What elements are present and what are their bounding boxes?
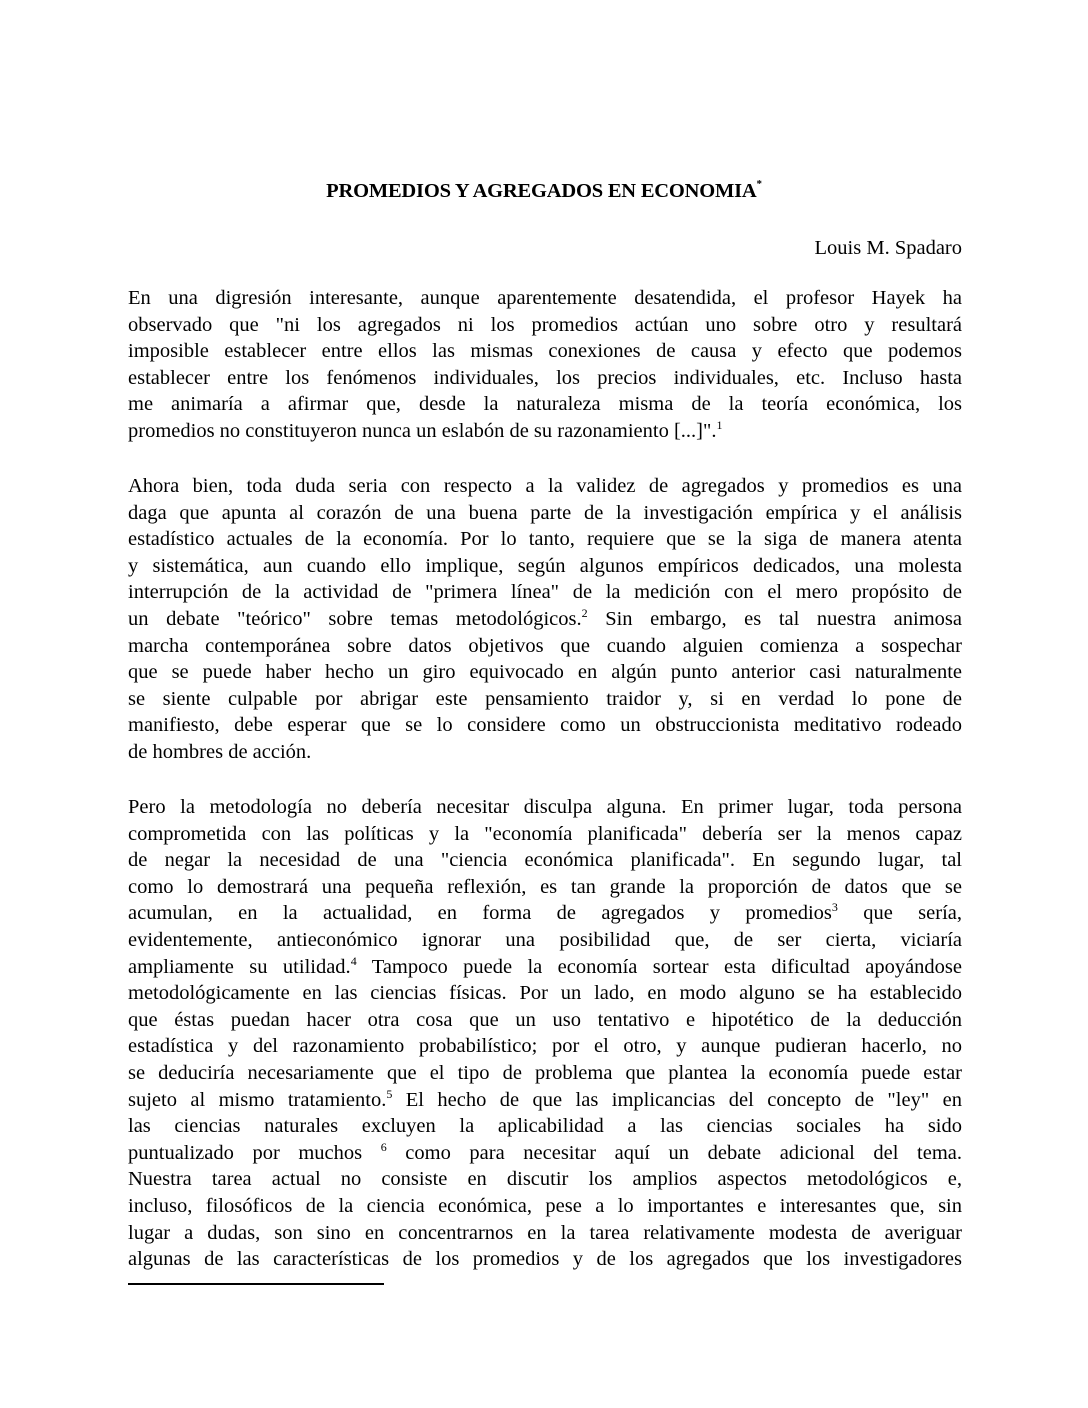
- title-text: PROMEDIOS Y AGREGADOS EN ECONOMIA: [326, 180, 757, 202]
- line-text: se deduciría necesariamente que el tipo de problema que plantea la economía puede estar: [128, 1061, 962, 1084]
- footnote-reference[interactable]: 5: [386, 1086, 393, 1101]
- text-line: [128, 526, 962, 553]
- line-text: estadística y del razonamiento probabilístico; por el otro, y aunque pudieran hacerlo, no: [128, 1035, 962, 1058]
- text-line: [128, 1060, 962, 1087]
- text-line: [128, 1246, 962, 1273]
- line-text-continued: que sería,: [837, 902, 963, 925]
- line-text: Pero la metodología no debería necesitar disculpa alguna. En primer lugar, toda persona: [128, 796, 962, 818]
- text-line: [128, 927, 962, 954]
- line-text: se siente culpable por abrigar este pensamiento traidor y, si en verdad lo pone de: [128, 687, 962, 710]
- line-text: y sistemática, aun cuando ello implique, según algunos empíricos dedicados, una molesta: [128, 554, 962, 577]
- line-text: metodológicamente en las ciencias físicas. Por un lado, en modo alguno se ha establecido: [128, 982, 962, 1005]
- text-line: [128, 473, 962, 500]
- line-text: evidentemente, antieconómico ignorar una posibilidad que, de ser cierta, viciaría: [128, 928, 962, 951]
- line-text: puntualizado por muchos: [128, 1141, 381, 1164]
- paragraph-2: [128, 473, 962, 766]
- line-text: imposible establecer entre ellos las mismas conexiones de causa y efecto que podemos: [128, 340, 962, 363]
- line-text: promedios no constituyeron nunca un eslabón de su razonamiento [...]".: [128, 419, 717, 442]
- line-text: interrupción de la actividad de "primera línea" de la medición con el mero propósito de: [128, 581, 962, 604]
- text-line: [128, 712, 962, 739]
- text-line: [128, 980, 962, 1007]
- paragraph-3: [128, 794, 962, 1273]
- document-title: [0, 180, 1088, 203]
- line-text: ampliamente su utilidad.: [128, 955, 351, 978]
- line-text: observado que "ni los agregados ni los promedios actúan uno sobre otro y resultará: [128, 313, 962, 336]
- line-text: estadístico actuales de la economía. Por lo tanto, requiere que se la siga de manera atenta: [128, 528, 962, 551]
- footnote-reference[interactable]: 2: [581, 605, 588, 620]
- line-text: que éstas puedan hacer otra cosa que un uso tentativo e hipotético de la deducción: [128, 1008, 962, 1031]
- line-text: que se puede haber hecho un giro equivocado en algún punto anterior casi naturalmente: [128, 661, 962, 684]
- line-text: establecer entre los fenómenos individuales, los precios individuales, etc. Incluso hasta: [128, 366, 962, 389]
- text-line: [128, 739, 962, 766]
- line-text: como lo demostrará una pequeña reflexión, es tan grande la proporción de datos que se: [128, 875, 962, 898]
- text-line: [128, 391, 962, 418]
- text-line: [128, 794, 962, 821]
- text-line: [128, 606, 962, 633]
- line-text-continued: como para necesitar aquí un debate adicional del tema.: [386, 1141, 962, 1164]
- line-text-continued: El hecho de que las implicancias del concepto de "ley" en: [392, 1088, 962, 1111]
- text-line: [128, 553, 962, 580]
- text-line: [128, 285, 962, 312]
- footnote-reference[interactable]: 1: [716, 417, 723, 432]
- line-text: sujeto al mismo tratamiento.: [128, 1088, 387, 1111]
- text-line: [128, 821, 962, 848]
- line-text: manifiesto, debe esperar que se lo considere como un obstruccionista meditativo rodeado: [128, 714, 962, 737]
- footnote-separator: [128, 1283, 384, 1285]
- footnote-reference[interactable]: 3: [831, 900, 838, 915]
- title-footnote-mark: *: [756, 178, 762, 191]
- text-line: [128, 1113, 962, 1140]
- line-text: marcha contemporánea sobre datos objetivos que cuando alguien comienza a sospechar: [128, 634, 962, 657]
- text-line: [128, 500, 962, 527]
- text-line: [128, 579, 962, 606]
- line-text-continued: Tampoco puede la economía sortear esta dificultad apoyándose: [356, 955, 962, 978]
- line-text: me animaría a afirmar que, desde la naturaleza misma de la teoría económica, los: [128, 393, 962, 416]
- text-line: [128, 900, 962, 927]
- line-text: daga que apunta al corazón de una buena parte de la investigación empírica y el análisis: [128, 501, 962, 524]
- line-text-continued: Sin embargo, es tal nuestra animosa: [587, 607, 962, 630]
- author-name: Louis M. Spadaro: [814, 237, 962, 259]
- line-text: Nuestra tarea actual no consiste en discutir los amplios aspectos metodológicos e,: [128, 1168, 962, 1191]
- line-text: lugar a dudas, son sino en concentrarnos en la tarea relativamente modesta de averiguar: [128, 1221, 962, 1244]
- text-line: [128, 365, 962, 392]
- line-text: las ciencias naturales excluyen la aplicabilidad a las ciencias sociales ha sido: [128, 1115, 962, 1138]
- text-line: [128, 686, 962, 713]
- line-text: algunas de las características de los promedios y de los agregados que los investigadores: [128, 1248, 962, 1271]
- text-line: [128, 659, 962, 686]
- text-line: [128, 312, 962, 339]
- line-text: En una digresión interesante, aunque aparentemente desatendida, el profesor Hayek ha: [128, 287, 962, 309]
- line-text: un debate "teórico" sobre temas metodológicos.: [128, 607, 582, 630]
- text-line: [128, 874, 962, 901]
- text-line: [128, 418, 962, 445]
- text-line: [128, 1087, 962, 1114]
- text-line: [128, 1166, 962, 1193]
- footnote-reference[interactable]: 4: [350, 953, 357, 968]
- line-text: acumulan, en la actualidad, en forma de agregados y promedios: [128, 902, 832, 925]
- line-text: Ahora bien, toda duda seria con respecto a la validez de agregados y promedios es una: [128, 475, 962, 497]
- footnote-reference[interactable]: 6: [380, 1139, 387, 1154]
- text-line: [128, 1193, 962, 1220]
- text-line: [128, 1140, 962, 1167]
- text-line: [128, 954, 962, 981]
- text-line: [128, 1007, 962, 1034]
- text-line: [128, 1033, 962, 1060]
- line-text: comprometida con las políticas y la "economía planificada" debería ser la menos capaz: [128, 822, 962, 845]
- text-line: [128, 633, 962, 660]
- line-text: incluso, filosóficos de la ciencia económica, pese a lo importantes e interesantes que, sin: [128, 1194, 962, 1217]
- text-line: [128, 847, 962, 874]
- text-line: [128, 1220, 962, 1247]
- line-text: de hombres de acción.: [128, 740, 312, 763]
- text-line: [128, 338, 962, 365]
- paragraph-1: [128, 285, 962, 445]
- line-text: de negar la necesidad de una "ciencia económica planificada". En segundo lugar, tal: [128, 849, 962, 872]
